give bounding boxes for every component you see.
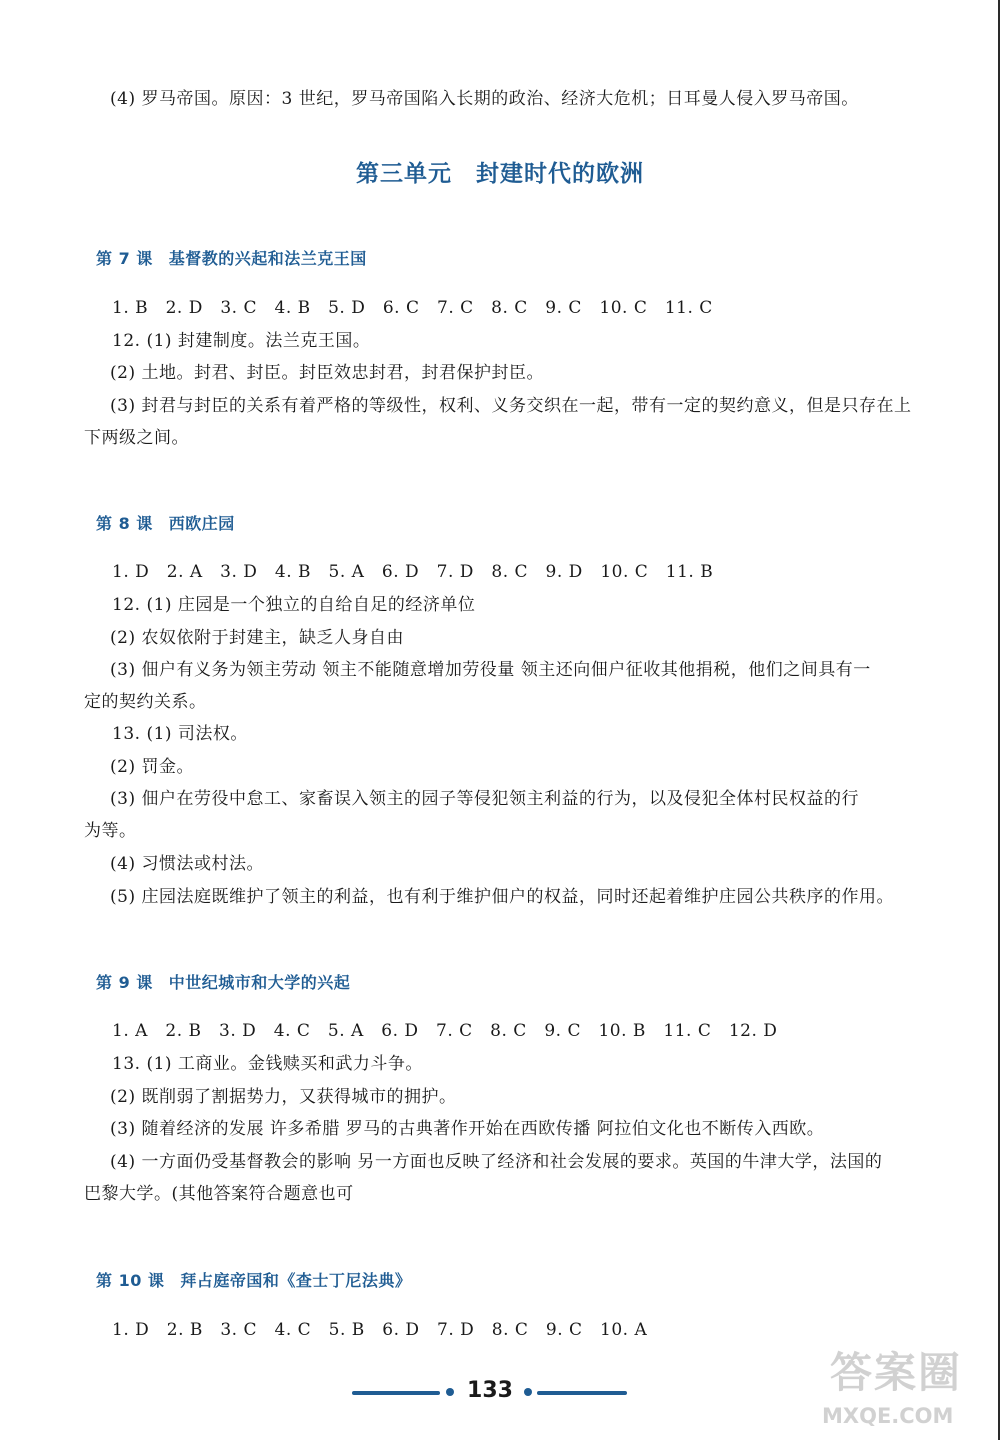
unit-title: 第三单元 封建时代的欧洲 [356,161,644,187]
lesson-7-heading [96,246,367,269]
lesson-number: 第 8 课 [96,514,153,533]
answer-line: (3) 封君与封臣的关系有着严格的等级性，权利、义务交织在一起，带有一定的契约意义，但是只存在上 [110,396,912,416]
answer-line: (2) 土地。封君、封臣。封臣效忠封君，封君保护封臣。 [110,363,544,383]
answer-line: (3) 随着经济的发展 许多希腊 罗马的古典著作开始在西欧传播 阿拉伯文化也不断传入西欧。 [110,1119,825,1139]
answer-line: (4) 一方面仍受基督教会的影响 另一方面也反映了经济和社会发展的要求。英国的牛津大学，法国的 [110,1152,883,1172]
watermark-url: MXQE.COM [822,1404,954,1428]
answer-line: 下两级之间。 [84,428,189,448]
answer-line: 13. (1) 司法权。 [112,724,248,744]
answer-line: (3) 佃户在劳役中怠工、家畜误入领主的园子等侵犯领主利益的行为，以及侵犯全体村民权益的行 [110,789,859,809]
lesson-title: 中世纪城市和大学的兴起 [168,973,351,992]
answer-line: (2) 既削弱了割据势力，又获得城市的拥护。 [110,1087,457,1107]
lesson-title: 基督教的兴起和法兰克王国 [168,249,367,268]
answer-line: 13. (1) 工商业。金钱赎买和武力斗争。 [112,1054,423,1074]
lesson-title: 拜占庭帝国和《查士丁尼法典》 [180,1271,412,1290]
answer-line: (4) 习惯法或村法。 [110,854,264,874]
lesson-10-heading [96,1268,411,1291]
page-number: 133 [467,1378,513,1403]
footer-left-bar [352,1391,440,1395]
watermark-logo [820,1340,990,1435]
answer-line: (2) 农奴依附于封建主，缺乏人身自由 [110,628,404,648]
mc-answers: 1. B 2. D 3. C 4. B 5. D 6. C 7. C 8. C 9. C 10. C 11. C [112,298,713,318]
answer-line: (3) 佃户有义务为领主劳动 领主不能随意增加劳役量 领主还向佃户征收其他捐税，他们之间具有一 [110,660,871,680]
watermark-logo-text: 答案圈 [830,1348,963,1397]
mc-answers: 1. D 2. A 3. D 4. B 5. A 6. D 7. D 8. C 9. D 10. C 11. B [112,562,714,582]
answer-line: (5) 庄园法庭既维护了领主的利益，也有利于维护佃户的权益，同时还起着维护庄园公共秩序的作用。 [110,887,894,907]
answer-line: 12. (1) 封建制度。法兰克王国。 [112,331,371,351]
answer-line: 巴黎大学。(其他答案符合题意也可 [84,1184,354,1204]
mc-answers: 1. A 2. B 3. D 4. C 5. A 6. D 7. C 8. C 9. C 10. B 11. C 12. D [112,1021,778,1041]
answer-line: 12. (1) 庄园是一个独立的自给自足的经济单位 [112,595,476,615]
lesson-title: 西欧庄园 [168,514,235,533]
answer-line: (2) 罚金。 [110,757,194,777]
lesson-8-heading [96,511,235,534]
mc-answers: 1. D 2. B 3. C 4. C 5. B 6. D 7. D 8. C 9. C 10. A [112,1320,648,1340]
answer-line: 定的契约关系。 [84,692,207,712]
lesson-number: 第 7 课 [96,249,153,268]
footer-right-bar [537,1391,627,1395]
lesson-number: 第 9 课 [96,973,153,992]
intro-answer-line: (4) 罗马帝国。原因：3 世纪，罗马帝国陷入长期的政治、经济大危机；日耳曼人侵入罗马帝国。 [110,89,859,109]
answer-line: 为等。 [84,821,137,841]
footer-left-dot [446,1388,454,1396]
lesson-9-heading [96,970,350,993]
lesson-number: 第 10 课 [96,1271,165,1290]
footer-right-dot [524,1388,532,1396]
